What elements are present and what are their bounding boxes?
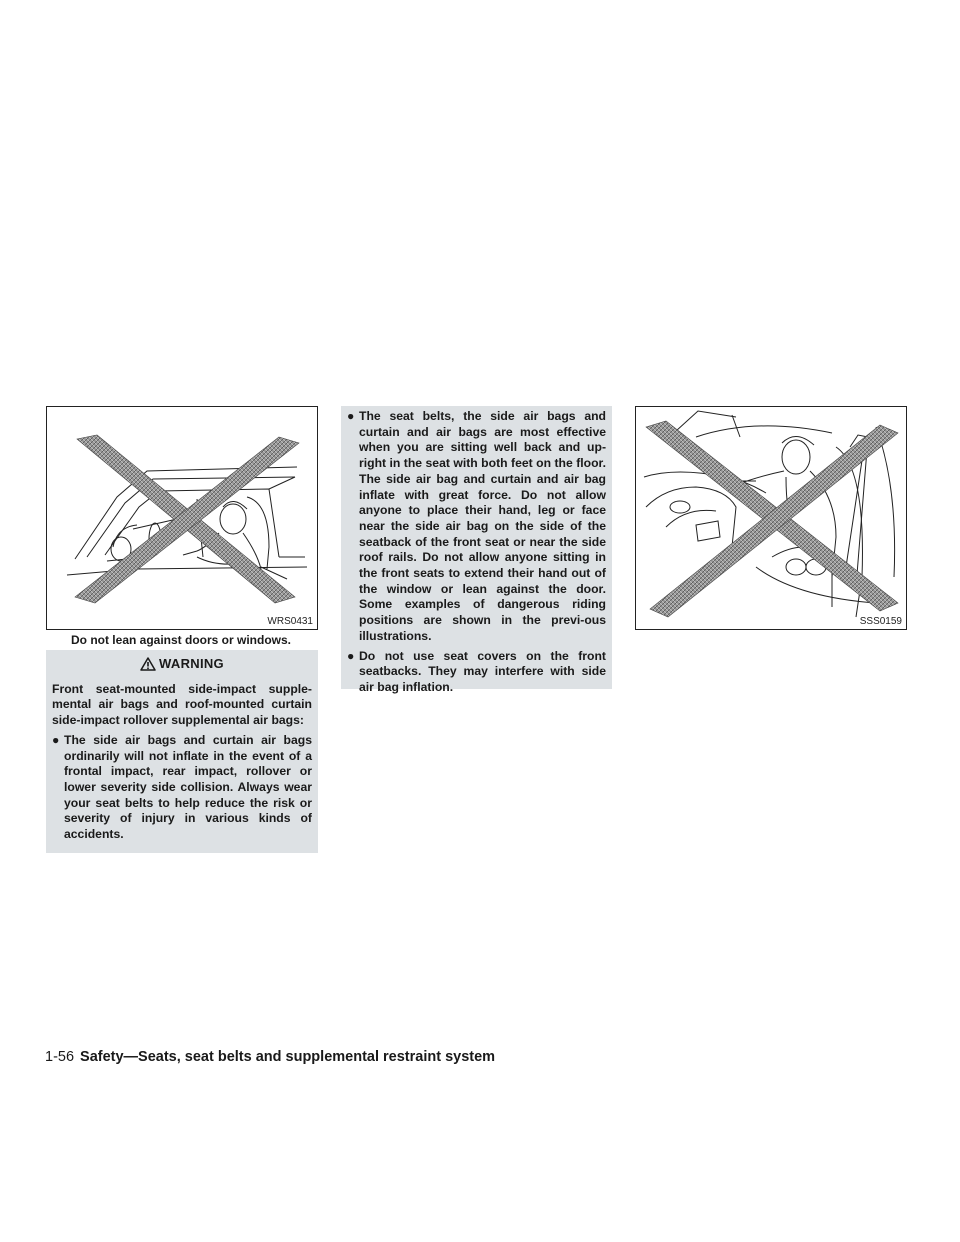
section-title: Safety—Seats, seat belts and supplemental restraint system [80, 1049, 496, 1065]
figure-id-label: WRS0431 [267, 616, 313, 627]
illustration-driver-leaning-window [47, 407, 317, 629]
warning-intro: Front seat-mounted side-impact supple-mental air bags and roof-mounted curtain side-impact rollover supplemental air bags: [52, 681, 312, 728]
figure-passenger-position [635, 406, 907, 630]
bullet-text: The seat belts, the side air bags and curtain and air bags are most effective when you are sitting well back and up-right in the seat with both feet on the floor. The side air bag and curtain and air bag inflate with great force. Do not allow anyone to place their hand, leg or face near the side air bag on the side of the seatback of the front seat or near the side roof rails. Do not allow anyone sitting in the front seats to extend their hand out of the window or lean against the door. Some examples of dangerous riding positions are shown in the previ-ous illustrations. [359, 409, 606, 643]
figure-caption: Do not lean against doors or windows. [70, 633, 291, 647]
warning-triangle-icon [140, 657, 156, 671]
warning-box-left [46, 650, 318, 853]
warning-heading [52, 656, 312, 672]
list-item [347, 409, 606, 645]
bullet-text: The side air bags and curtain air bags ordinarily will not inflate in the event of a frontal impact, rear impact, rollover or lower severity side collision. Always wear your seat belts to help reduce the risk or severity of injury in various kinds of accidents. [64, 732, 312, 842]
list-item [52, 733, 312, 843]
list-item [347, 649, 606, 696]
bullet-text: Do not use seat covers on the front seatbacks. They may interfere with side air bag inflation. [359, 648, 606, 694]
illustration-passenger-leaning-airbag [636, 407, 906, 629]
warning-heading-text: WARNING [159, 656, 224, 671]
bullet-icon: ● [52, 732, 60, 747]
figure-lean-door [46, 406, 318, 630]
page-footer [45, 1049, 495, 1065]
bullet-icon: ● [347, 409, 355, 423]
page-number: 1-56 [45, 1049, 75, 1065]
figure-id-label: SSS0159 [859, 616, 902, 627]
bullet-icon: ● [347, 648, 355, 663]
warning-box-right [341, 406, 612, 694]
